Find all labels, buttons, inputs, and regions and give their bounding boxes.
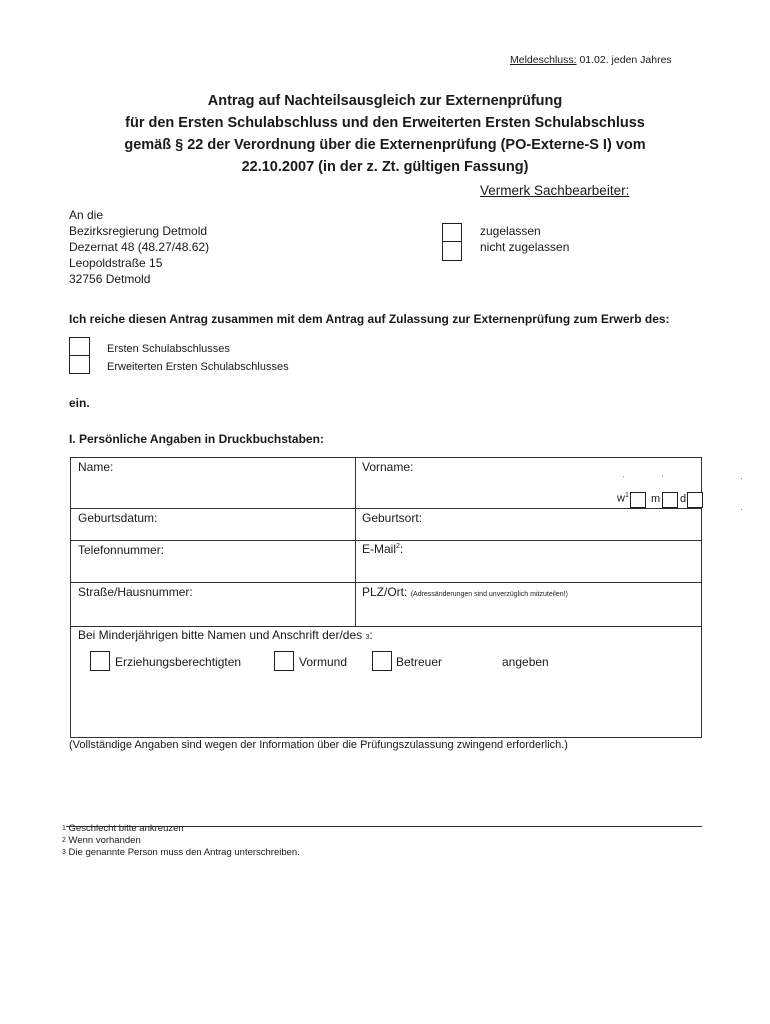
gender-w-checkbox[interactable] (630, 492, 646, 508)
section-personal-heading: I. Persönliche Angaben in Druckbuchstaben: (69, 432, 324, 446)
vorname-label: Vorname: (362, 460, 414, 474)
footnotes (62, 823, 300, 859)
title-line: für den Ersten Schulabschluss und den Erweiterten Ersten Schulabschluss (125, 115, 645, 131)
erziehungsberechtigte-checkbox[interactable] (90, 651, 110, 671)
marker-dot (741, 509, 742, 510)
footnote-ref-2: 2 (396, 543, 400, 550)
telefon-field[interactable] (71, 558, 354, 581)
footnote-text: Wenn vorhanden (68, 835, 141, 846)
address-change-note: (Adressänderungen sind unverzüglich mitzuteilen!) (410, 591, 568, 598)
footnote-ref-1: 1 (624, 492, 629, 499)
name-label: Name: (78, 460, 114, 474)
approved-label: zugelassen (480, 224, 541, 238)
email-label (362, 542, 403, 556)
footnote-ref-3: 3 (365, 634, 370, 641)
footnote-num: 2 (62, 837, 66, 844)
gender-d-label: d (680, 493, 687, 505)
footnote-3 (62, 847, 300, 859)
row-divider (71, 626, 701, 627)
marker-dot (623, 476, 624, 477)
address-line: 32756 Detmold (69, 272, 151, 286)
email-label-text: E-Mail (362, 542, 397, 556)
not-approved-label: nicht zugelassen (480, 240, 570, 254)
clerk-options (480, 223, 569, 255)
not-approved-checkbox[interactable] (442, 241, 462, 261)
vormund-checkbox[interactable] (274, 651, 294, 671)
strasse-field[interactable] (71, 601, 354, 625)
footnote-1 (62, 823, 300, 835)
ersten-schulabschluss-checkbox[interactable] (69, 337, 90, 356)
gender-m-label: m (651, 493, 661, 505)
title-line: 22.10.2007 (in der z. Zt. gültigen Fassung) (241, 159, 529, 175)
deadline-label: Meldeschluss: (510, 54, 577, 66)
email-field[interactable] (356, 558, 696, 581)
strasse-label: Straße/Hausnummer: (78, 585, 193, 599)
row-divider (71, 540, 701, 541)
degree-options (107, 340, 289, 376)
gender-w-label (617, 492, 629, 505)
footnote-num: 1 (62, 825, 66, 832)
address-line: Bezirksregierung Detmold (69, 224, 208, 238)
title-line: gemäß § 22 der Verordnung über die Externenprüfung (PO-Externe-S I) vom (124, 137, 646, 153)
vorname-field[interactable] (356, 470, 696, 492)
erweiterten-schulabschluss-checkbox[interactable] (69, 355, 90, 374)
gender-w-text: w (617, 492, 625, 505)
footnote-text: Geschlecht bitte ankreuzen (68, 823, 184, 834)
ersten-schulabschluss-label: Ersten Schulabschlusses (107, 343, 230, 355)
gender-d-checkbox[interactable] (687, 492, 703, 508)
minor-colon: : (369, 628, 373, 642)
plz-ort-label-text: PLZ/Ort: (362, 585, 408, 599)
address-line: Dezernat 48 (48.27/48.62) (69, 240, 210, 254)
telefon-label: Telefonnummer: (78, 543, 165, 557)
geburtsdatum-field[interactable] (171, 509, 354, 539)
address-line: An die (69, 208, 104, 222)
name-field[interactable] (71, 470, 354, 506)
minor-guardian-label (78, 628, 373, 642)
geburtsort-label: Geburtsort: (362, 511, 423, 525)
gender-m-checkbox[interactable] (662, 492, 678, 508)
plz-ort-label (362, 585, 568, 599)
title-line: Antrag auf Nachteilsausgleich zur Externenprüfung (207, 93, 563, 109)
vormund-label: Vormund (299, 655, 348, 669)
deadline-value: 01.02. jeden Jahres (576, 54, 672, 66)
marker-dot (741, 478, 742, 479)
footnote-num: 3 (62, 849, 66, 856)
application-closing: ein. (69, 396, 90, 410)
footnote-2 (62, 835, 300, 847)
email-colon: : (399, 542, 404, 556)
recipient-address (69, 207, 209, 287)
footnote-text: Die genannte Person muss den Antrag unterschreiben. (68, 847, 300, 858)
marker-dot (662, 476, 663, 477)
plz-ort-field[interactable] (356, 601, 696, 625)
betreuer-label: Betreuer (396, 655, 443, 669)
angeben-label: angeben (502, 655, 549, 669)
personal-data-table (70, 457, 702, 738)
form-title (0, 90, 770, 178)
geburtsdatum-label: Geburtsdatum: (78, 511, 158, 525)
approved-checkbox[interactable] (442, 223, 462, 242)
minor-guardian-text: Bei Minderjährigen bitte Namen und Anschrift der/des (78, 628, 363, 642)
geburtsort-field[interactable] (441, 509, 696, 539)
address-line: Leopoldstraße 15 (69, 256, 163, 270)
application-intro: Ich reiche diesen Antrag zusammen mit dem Antrag auf Zulassung zur Externenprüfung zum Erwerb des: (69, 312, 670, 326)
deadline-note (510, 54, 672, 66)
clerk-note-heading: Vermerk Sachbearbeiter: (480, 183, 630, 198)
betreuer-checkbox[interactable] (372, 651, 392, 671)
completeness-note: (Vollständige Angaben sind wegen der Information über die Prüfungszulassung zwingend erforderlich.) (69, 739, 568, 751)
erweiterten-schulabschluss-label: Erweiterten Ersten Schulabschlusses (107, 361, 289, 373)
row-divider (71, 582, 701, 583)
guardian-details-field[interactable] (71, 676, 701, 737)
erziehungsberechtigte-label: Erziehungsberechtigten (115, 655, 242, 669)
